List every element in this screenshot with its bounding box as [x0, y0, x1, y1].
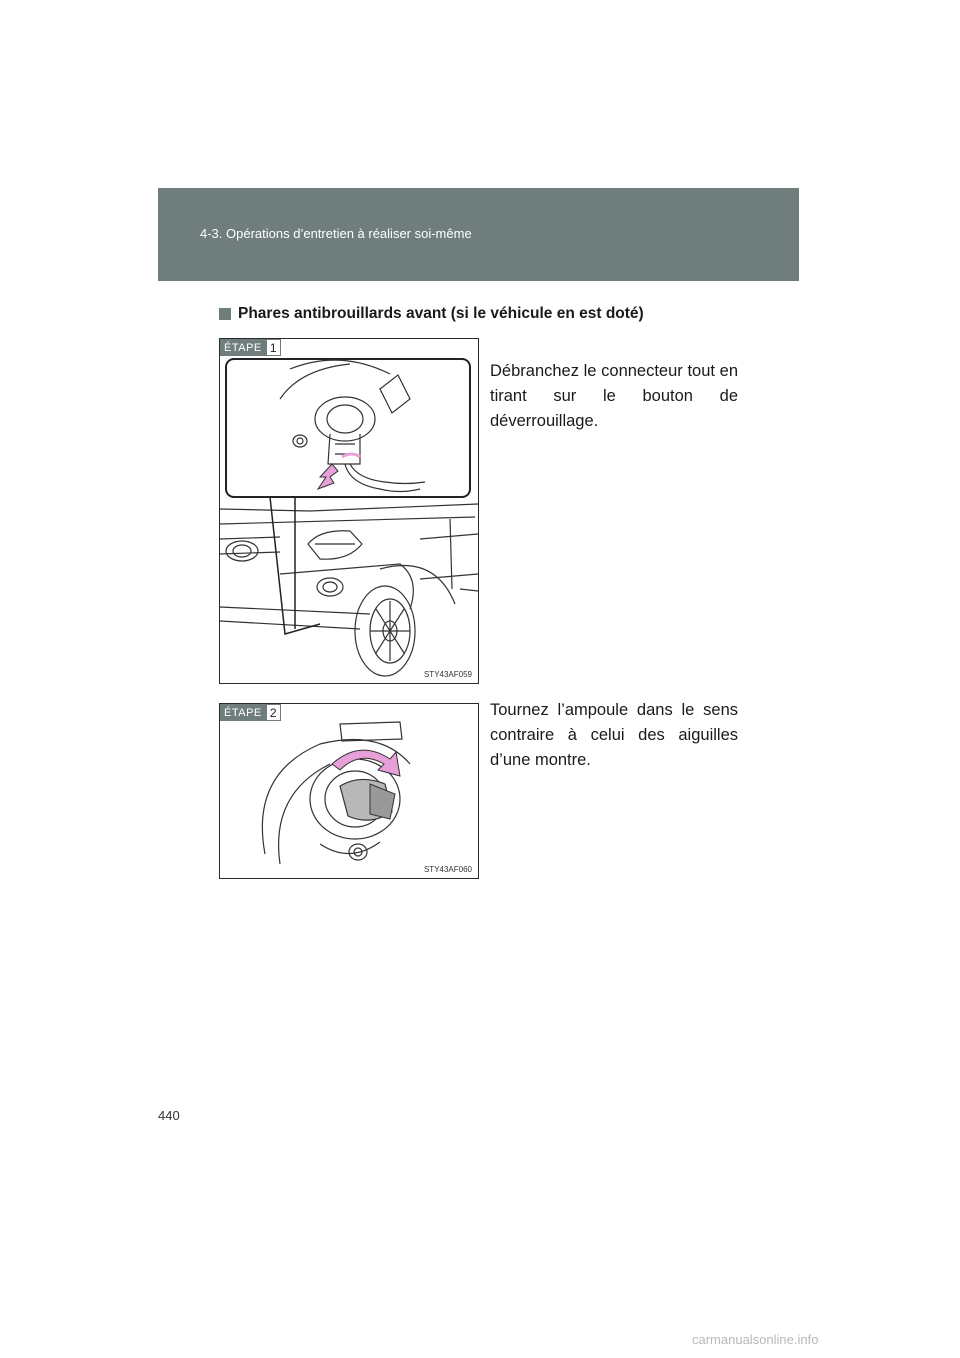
fog-light-connector-illustration: [220, 339, 478, 683]
watermark: carmanualsonline.info: [692, 1332, 819, 1347]
chapter-header: [158, 188, 799, 281]
step-label: ÉTAPE: [220, 704, 266, 721]
figure-step-2: [219, 703, 479, 879]
step-number: 2: [266, 704, 281, 721]
step-badge-2: [220, 704, 281, 721]
chapter-title: 4-3. Opérations d’entretien à réaliser soi-même: [200, 226, 472, 241]
fog-bulb-rotate-illustration: [220, 704, 478, 878]
step-label: ÉTAPE: [220, 339, 266, 356]
section-heading: [219, 305, 644, 323]
figure-code: STY43AF060: [423, 865, 472, 874]
page-number: 440: [158, 1108, 180, 1123]
step-2-text: Tournez l’ampoule dans le sens contraire à celui des aiguilles d’une montre.: [490, 701, 738, 769]
step-badge-1: [220, 339, 281, 356]
figure-step-1: [219, 338, 479, 684]
figure-code: STY43AF059: [423, 670, 472, 679]
square-bullet-icon: [219, 308, 231, 320]
section-heading-text: Phares antibrouillards avant (si le véhicule en est doté): [238, 305, 644, 322]
step-number: 1: [266, 339, 281, 356]
step-1-text: Débranchez le connecteur tout en tirant sur le bouton de déverrouillage.: [490, 362, 738, 430]
